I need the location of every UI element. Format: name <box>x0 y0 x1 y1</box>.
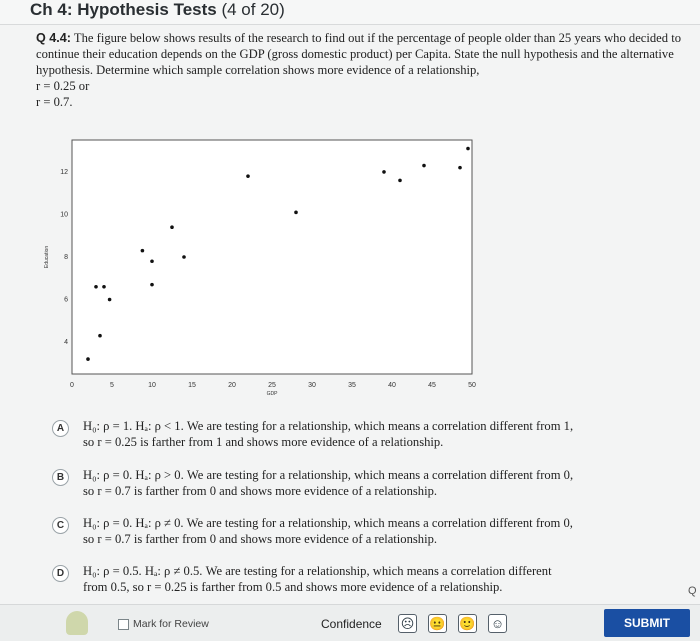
answer-b-line2: so r = 0.7 is farther from 0 and shows more evidence of a relationship. <box>83 484 438 498</box>
answer-text-b <box>83 467 663 499</box>
x-tick-label: 40 <box>388 382 396 389</box>
x-tick-label: 35 <box>348 382 356 389</box>
correlation-option-1: r = 0.25 or <box>36 79 90 93</box>
answer-c-line1: H₀: ρ = 0. Hₐ: ρ ≠ 0. We are testing for a relationship, which means a correlation different from 0, <box>83 516 573 530</box>
data-point <box>98 334 102 338</box>
answer-text-d <box>83 563 663 595</box>
confidence-high-icon[interactable]: ☺ <box>488 614 507 633</box>
data-point <box>102 285 106 289</box>
y-tick-label: 8 <box>64 254 68 261</box>
answer-c-line2: so r = 0.7 is farther from 0 and shows more evidence of a relationship. <box>83 532 438 546</box>
x-tick-label: 10 <box>148 382 156 389</box>
answer-d-line2: from 0.5, so r = 0.25 is farther from 0.5 and shows more evidence of a relationship. <box>83 580 503 594</box>
question-text: The figure below shows results of the research to find out if the percentage of people older than 25 years who decided to continue their education depends on the GDP (gross domestic product) per Capita. State the null hypothesis and the alternative hypothesis. Determine which sample correlation shows more evidence of a relationship, <box>36 31 682 77</box>
confidence-low-icon[interactable]: 😐 <box>429 616 446 631</box>
answer-badge-d[interactable]: D <box>52 565 69 582</box>
data-point <box>466 147 470 151</box>
y-axis-label: Education <box>44 245 50 269</box>
y-tick-label: 4 <box>64 339 68 347</box>
chapter-title: Ch 4: Hypothesis Tests <box>30 0 217 19</box>
answer-badge-c[interactable]: C <box>52 517 69 534</box>
question-number: Q 4.4: <box>36 31 71 45</box>
data-point <box>422 164 426 168</box>
answer-a-line1: H₀: ρ = 1. Hₐ: ρ < 1. We are testing for a relationship, which means a correlation different from 1, <box>83 419 574 433</box>
data-point <box>246 174 250 178</box>
data-point <box>86 357 90 361</box>
page-title <box>30 0 285 20</box>
x-tick-label: 45 <box>428 382 436 389</box>
data-point <box>398 179 402 183</box>
answer-text-a <box>83 418 663 450</box>
x-tick-label: 20 <box>228 382 236 389</box>
x-tick-label: 30 <box>308 382 316 389</box>
scatter-chart <box>40 135 480 400</box>
chart-svg <box>40 135 480 400</box>
y-tick-label: 12 <box>60 168 68 176</box>
data-point <box>150 259 154 263</box>
data-point <box>141 249 145 253</box>
confidence-label: Confidence <box>321 617 382 631</box>
x-tick-label: 50 <box>468 382 476 389</box>
submit-button[interactable]: SUBMIT <box>604 609 690 637</box>
mark-for-review-checkbox[interactable] <box>118 619 129 630</box>
footer-bar <box>0 604 700 641</box>
x-tick-label: 25 <box>268 382 276 389</box>
data-point <box>170 225 174 229</box>
confidence-very-low-icon[interactable]: ☹ <box>398 614 417 633</box>
data-point <box>108 298 112 302</box>
edge-text: Q <box>688 585 697 597</box>
avatar-icon <box>66 611 88 635</box>
plot-area <box>72 140 472 374</box>
y-tick-label: 6 <box>64 296 68 304</box>
data-point <box>382 170 386 174</box>
mark-for-review-label[interactable]: Mark for Review <box>133 618 209 630</box>
answer-b-line1: H₀: ρ = 0. Hₐ: ρ > 0. We are testing for a relationship, which means a correlation different from 0, <box>83 468 574 482</box>
data-point <box>94 285 98 289</box>
data-point <box>150 283 154 287</box>
correlation-option-2: r = 0.7. <box>36 95 73 109</box>
x-tick-label: 0 <box>70 382 74 389</box>
y-tick-label: 10 <box>60 211 68 219</box>
data-point <box>458 166 462 170</box>
x-tick-label: 5 <box>110 382 114 389</box>
data-point <box>182 255 186 259</box>
header-bar <box>0 0 700 25</box>
x-tick-label: 15 <box>188 382 196 389</box>
answer-badge-a[interactable]: A <box>52 420 69 437</box>
answer-text-c <box>83 515 663 547</box>
data-point <box>294 211 298 215</box>
answer-a-line2: so r = 0.25 is farther from 1 and shows more evidence of a relationship. <box>83 435 444 449</box>
answer-badge-b[interactable]: B <box>52 469 69 486</box>
confidence-medium-icon[interactable]: 🙂 <box>459 616 476 631</box>
x-axis-label: GDP <box>266 391 278 397</box>
question-counter: (4 of 20) <box>216 0 285 19</box>
answer-d-line1: H₀: ρ = 0.5. Hₐ: ρ ≠ 0.5. We are testing for a relationship, which means a correlation different <box>83 564 552 578</box>
question-block <box>36 30 696 110</box>
